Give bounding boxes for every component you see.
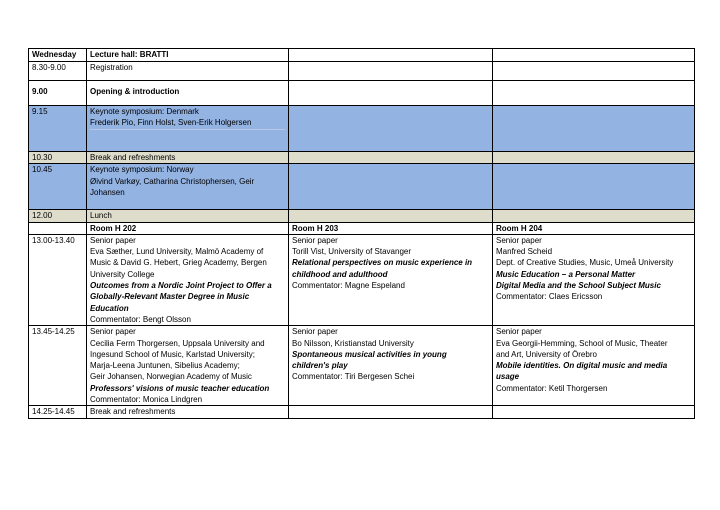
hall-cell: Lecture hall: BRATTI [87,49,289,62]
registration-row: 8.30-9.00 Registration [29,62,695,81]
schedule-table [28,48,695,419]
keynote-title: Keynote symposium: Denmark [90,107,199,116]
room-h203: Room H 203 [289,222,493,234]
keynote-speakers: Frederik Pio, Finn Holst, Sven-Erik Holgersen [90,117,285,129]
room-h204: Room H 204 [493,222,695,234]
keynote-norway-row: 10.45 Keynote symposium: Norway Øivind Varkøy, Catharina Christophersen, Geir Johansen [29,164,695,210]
lunch-row: 12.00 Lunch [29,210,695,222]
keynote-title: Keynote symposium: Norway [90,165,194,175]
day-cell: Wednesday [29,49,87,62]
break2-row: 14.25-14.45 Break and refreshments [29,406,695,418]
session2-row: 13.45-14.25 Senior paper Cecilia Ferm Thorgersen, Uppsala University and Ingesund School of Music, Karlstad University; Marja-Leena Juntunen, Sibelius Academy; Geir Johansen, Norwegian Academy of Music Professors' visions of music teacher education Commentator: Monica Lindgren Senior paper Bo Nilsson, Kristianstad University Spontaneous musical activities in young children's play Commentator: Tiri Bergesen Schei Senior paper Eva Georgii-Hemming, School of Music, Theater and Art, University of Örebro Mobile identities. On digital music and media usage Commentator: Ketil Thorgersen [29,326,695,406]
session1-row: 13.00-13.40 Senior paper Eva Sæther, Lund University, Malmö Academy of Music & David G. Hebert, Grieg Academy, Bergen University College Outcomes from a Nordic Joint Project to Offer a Globally-Relevant Master Degree in Music Education Commentator: Bengt Olsson Senior paper Torill Vist, University of Stavanger Relational perspectives on music experience in childhood and adulthood Commentator: Magne Espeland Senior paper Manfred Scheid Dept. of Creative Studies, Music, Umeå University Music Education – a Personal Matter Digital Media and the School Subject Music Commentator: Claes Ericsson [29,234,695,325]
keynote-speakers-cont: Johansen [90,187,125,197]
opening-row: 9.00 Opening & introduction [29,81,695,106]
room-h202: Room H 202 [87,222,289,234]
rooms-row [29,222,695,234]
keynote-speakers: Øivind Varkøy, Catharina Christophersen, Geir [90,176,255,186]
break1-row: 10.30 Break and refreshments [29,152,695,164]
header-row [29,49,695,62]
keynote-denmark-row: 9.15 Keynote symposium: Denmark Frederik Pio, Finn Holst, Sven-Erik Holgersen [29,106,695,152]
